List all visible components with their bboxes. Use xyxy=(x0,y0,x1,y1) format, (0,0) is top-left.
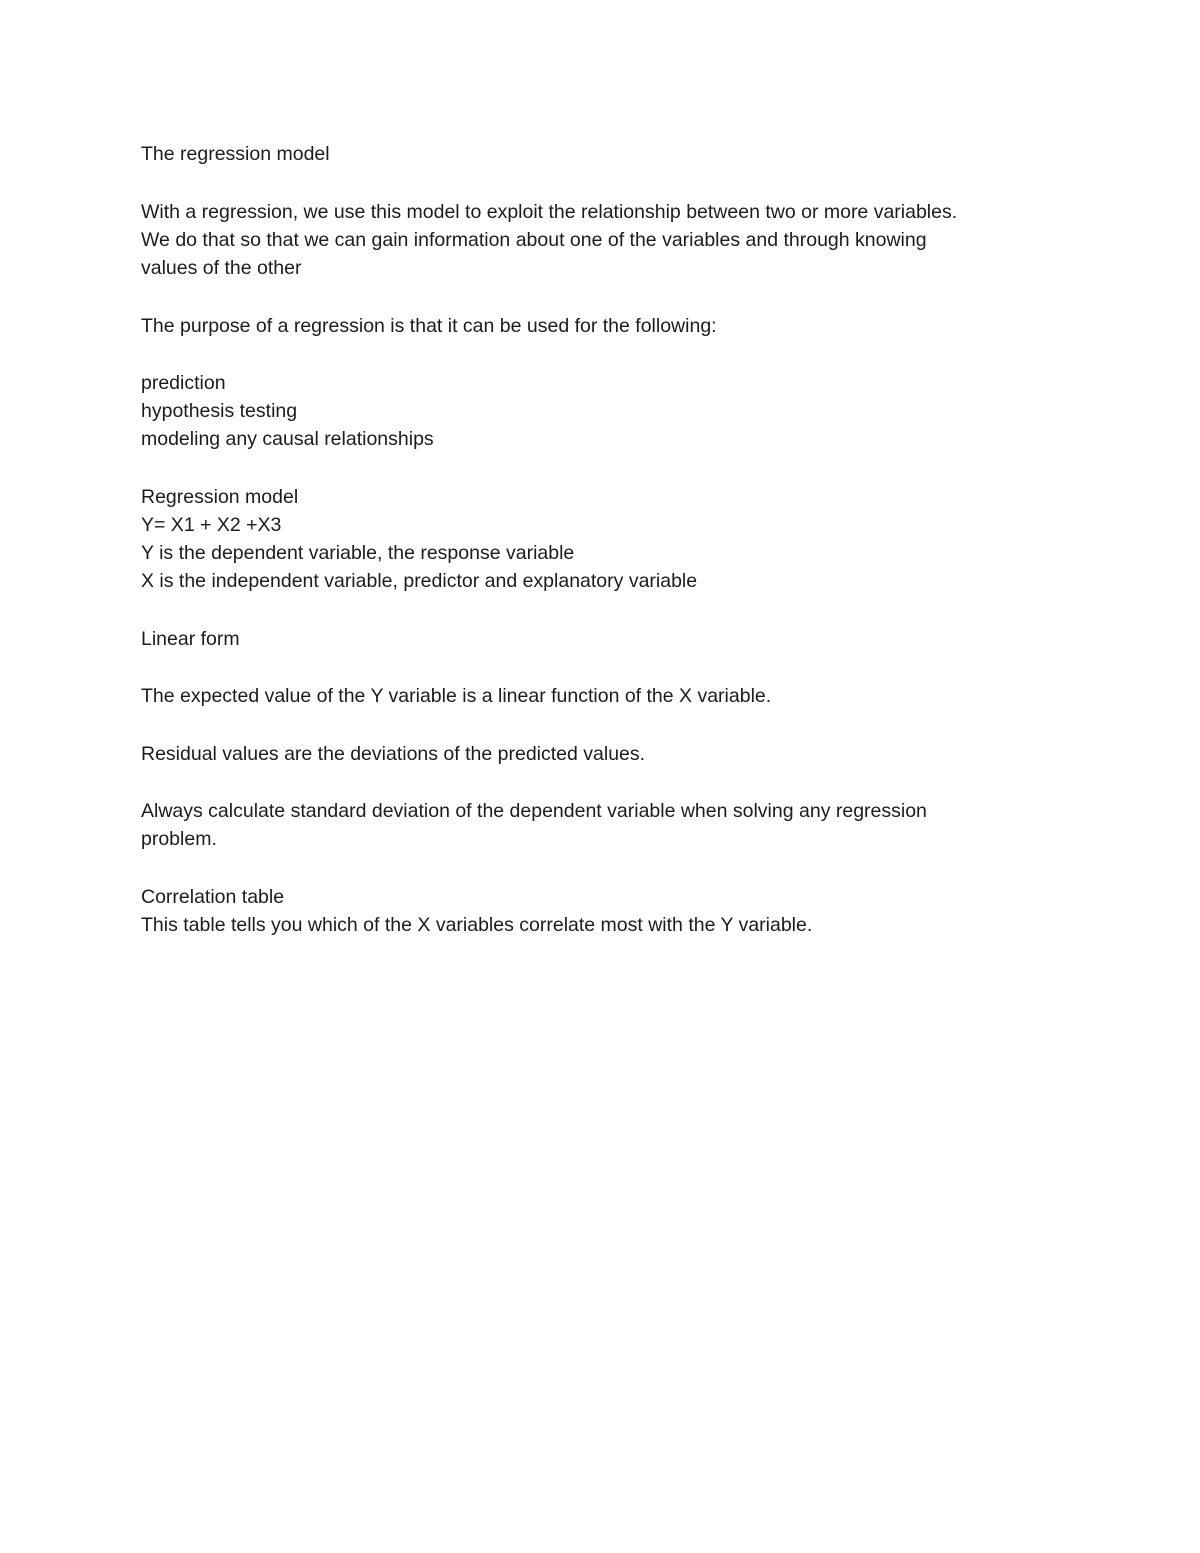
regression-model-heading: Regression model xyxy=(141,486,299,508)
y-variable-definition: Y is the dependent variable, the response variable xyxy=(141,542,575,564)
x-variable-definition: X is the independent variable, predictor and explanatory variable xyxy=(141,570,698,592)
correlation-table-heading: Correlation table xyxy=(141,886,285,908)
use-item-causal-relationships: modeling any causal relationships xyxy=(141,428,434,450)
always-calculate-line-2: problem. xyxy=(141,828,217,850)
intro-line-2: We do that so that we can gain information about one of the variables and through knowing xyxy=(141,229,927,251)
linear-form-heading: Linear form xyxy=(141,628,240,650)
intro-line-1: With a regression, we use this model to exploit the relationship between two or more variables. xyxy=(141,201,958,223)
regression-equation: Y= X1 + X2 +X3 xyxy=(141,514,282,536)
expected-value-text: The expected value of the Y variable is a linear function of the X variable. xyxy=(141,685,772,707)
residual-values-text: Residual values are the deviations of the predicted values. xyxy=(141,743,646,765)
document-title: The regression model xyxy=(141,143,330,165)
always-calculate-line-1: Always calculate standard deviation of the dependent variable when solving any regression xyxy=(141,800,927,822)
intro-line-3: values of the other xyxy=(141,257,302,279)
correlation-table-text: This table tells you which of the X variables correlate most with the Y variable. xyxy=(141,914,813,936)
use-item-prediction: prediction xyxy=(141,372,226,394)
purpose-text: The purpose of a regression is that it can be used for the following: xyxy=(141,315,717,337)
use-item-hypothesis-testing: hypothesis testing xyxy=(141,400,298,422)
